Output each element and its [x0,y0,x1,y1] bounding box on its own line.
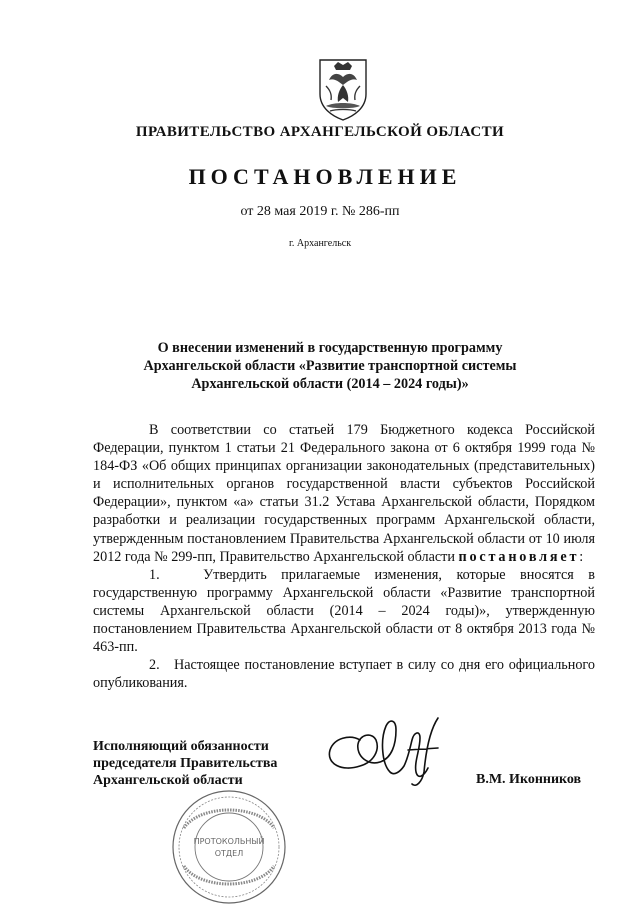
government-name: ПРАВИТЕЛЬСТВО АРХАНГЕЛЬСКОЙ ОБЛАСТИ [135,124,505,140]
coat-of-arms-icon [314,56,372,122]
document-date-number: от 28 мая 2019 г. № 286-пп [240,204,400,219]
list-item [93,656,595,692]
document-subject [120,339,540,393]
item-number: 1. [149,566,160,583]
item-number: 2. [149,657,160,674]
handwritten-signature [320,710,470,790]
document-type: ПОСТАНОВЛЕНИЕ [188,164,462,189]
subject-line: Архангельской области «Развитие транспортной системы [143,358,517,374]
signatory-title-line: председателя Правительства [93,756,278,771]
signatory-title [93,738,277,789]
list-item [93,566,595,656]
document-city: г. Архангельск [288,238,352,249]
item-text: Утвердить прилагаемые изменения, которые вносятся в государственную программу Архангельской области «Развитие транспортной системы Архангельской области (2014 – 2024 годы)», утвержденную постановлением Правительства Архангельской области от 8 октября 2013 года № 463-пп. [93,566,596,656]
subject-line: Архангельской области (2014 – 2024 годы)» [191,376,469,392]
preamble-paragraph [93,421,595,566]
preamble-text: В соответствии со статьей 179 Бюджетного кодекса Российской Федерации, пунктом 1 статьи 21 Федерального закона от 6 октября 1999 года № 184-ФЗ «Об общих принципах организации законодательных (представительных) и исполнительных органов государственной власти субъектов Российской Федерации», пунктом «а» статьи 31.2 Устава Архангельской области, Порядком разработки и реализации государственных программ Архангельской области, утвержденным постановлением Правительства Архангельской области от 10 июля 2012 года № 299-пп, Правительство Архангельской области [93,422,595,565]
signatory-title-line: Исполняющий обязанности [93,739,269,754]
document-body [93,421,595,692]
svg-text:ОТДЕЛ: ОТДЕЛ [214,849,244,858]
subject-line: О внесении изменений в государственную программу [157,340,503,356]
signer-name: В.М. Иконников [476,772,582,787]
decree-colon: : [579,548,584,565]
decree-word: постановляет [458,548,580,565]
svg-text:ПРОТОКОЛЬНЫЙ: ПРОТОКОЛЬНЫЙ [193,837,265,846]
item-text: Настоящее постановление вступает в силу со дня его официального опубликования. [93,657,595,692]
official-seal-stamp [170,788,288,906]
signatory-title-line: Архангельской области [93,773,243,788]
